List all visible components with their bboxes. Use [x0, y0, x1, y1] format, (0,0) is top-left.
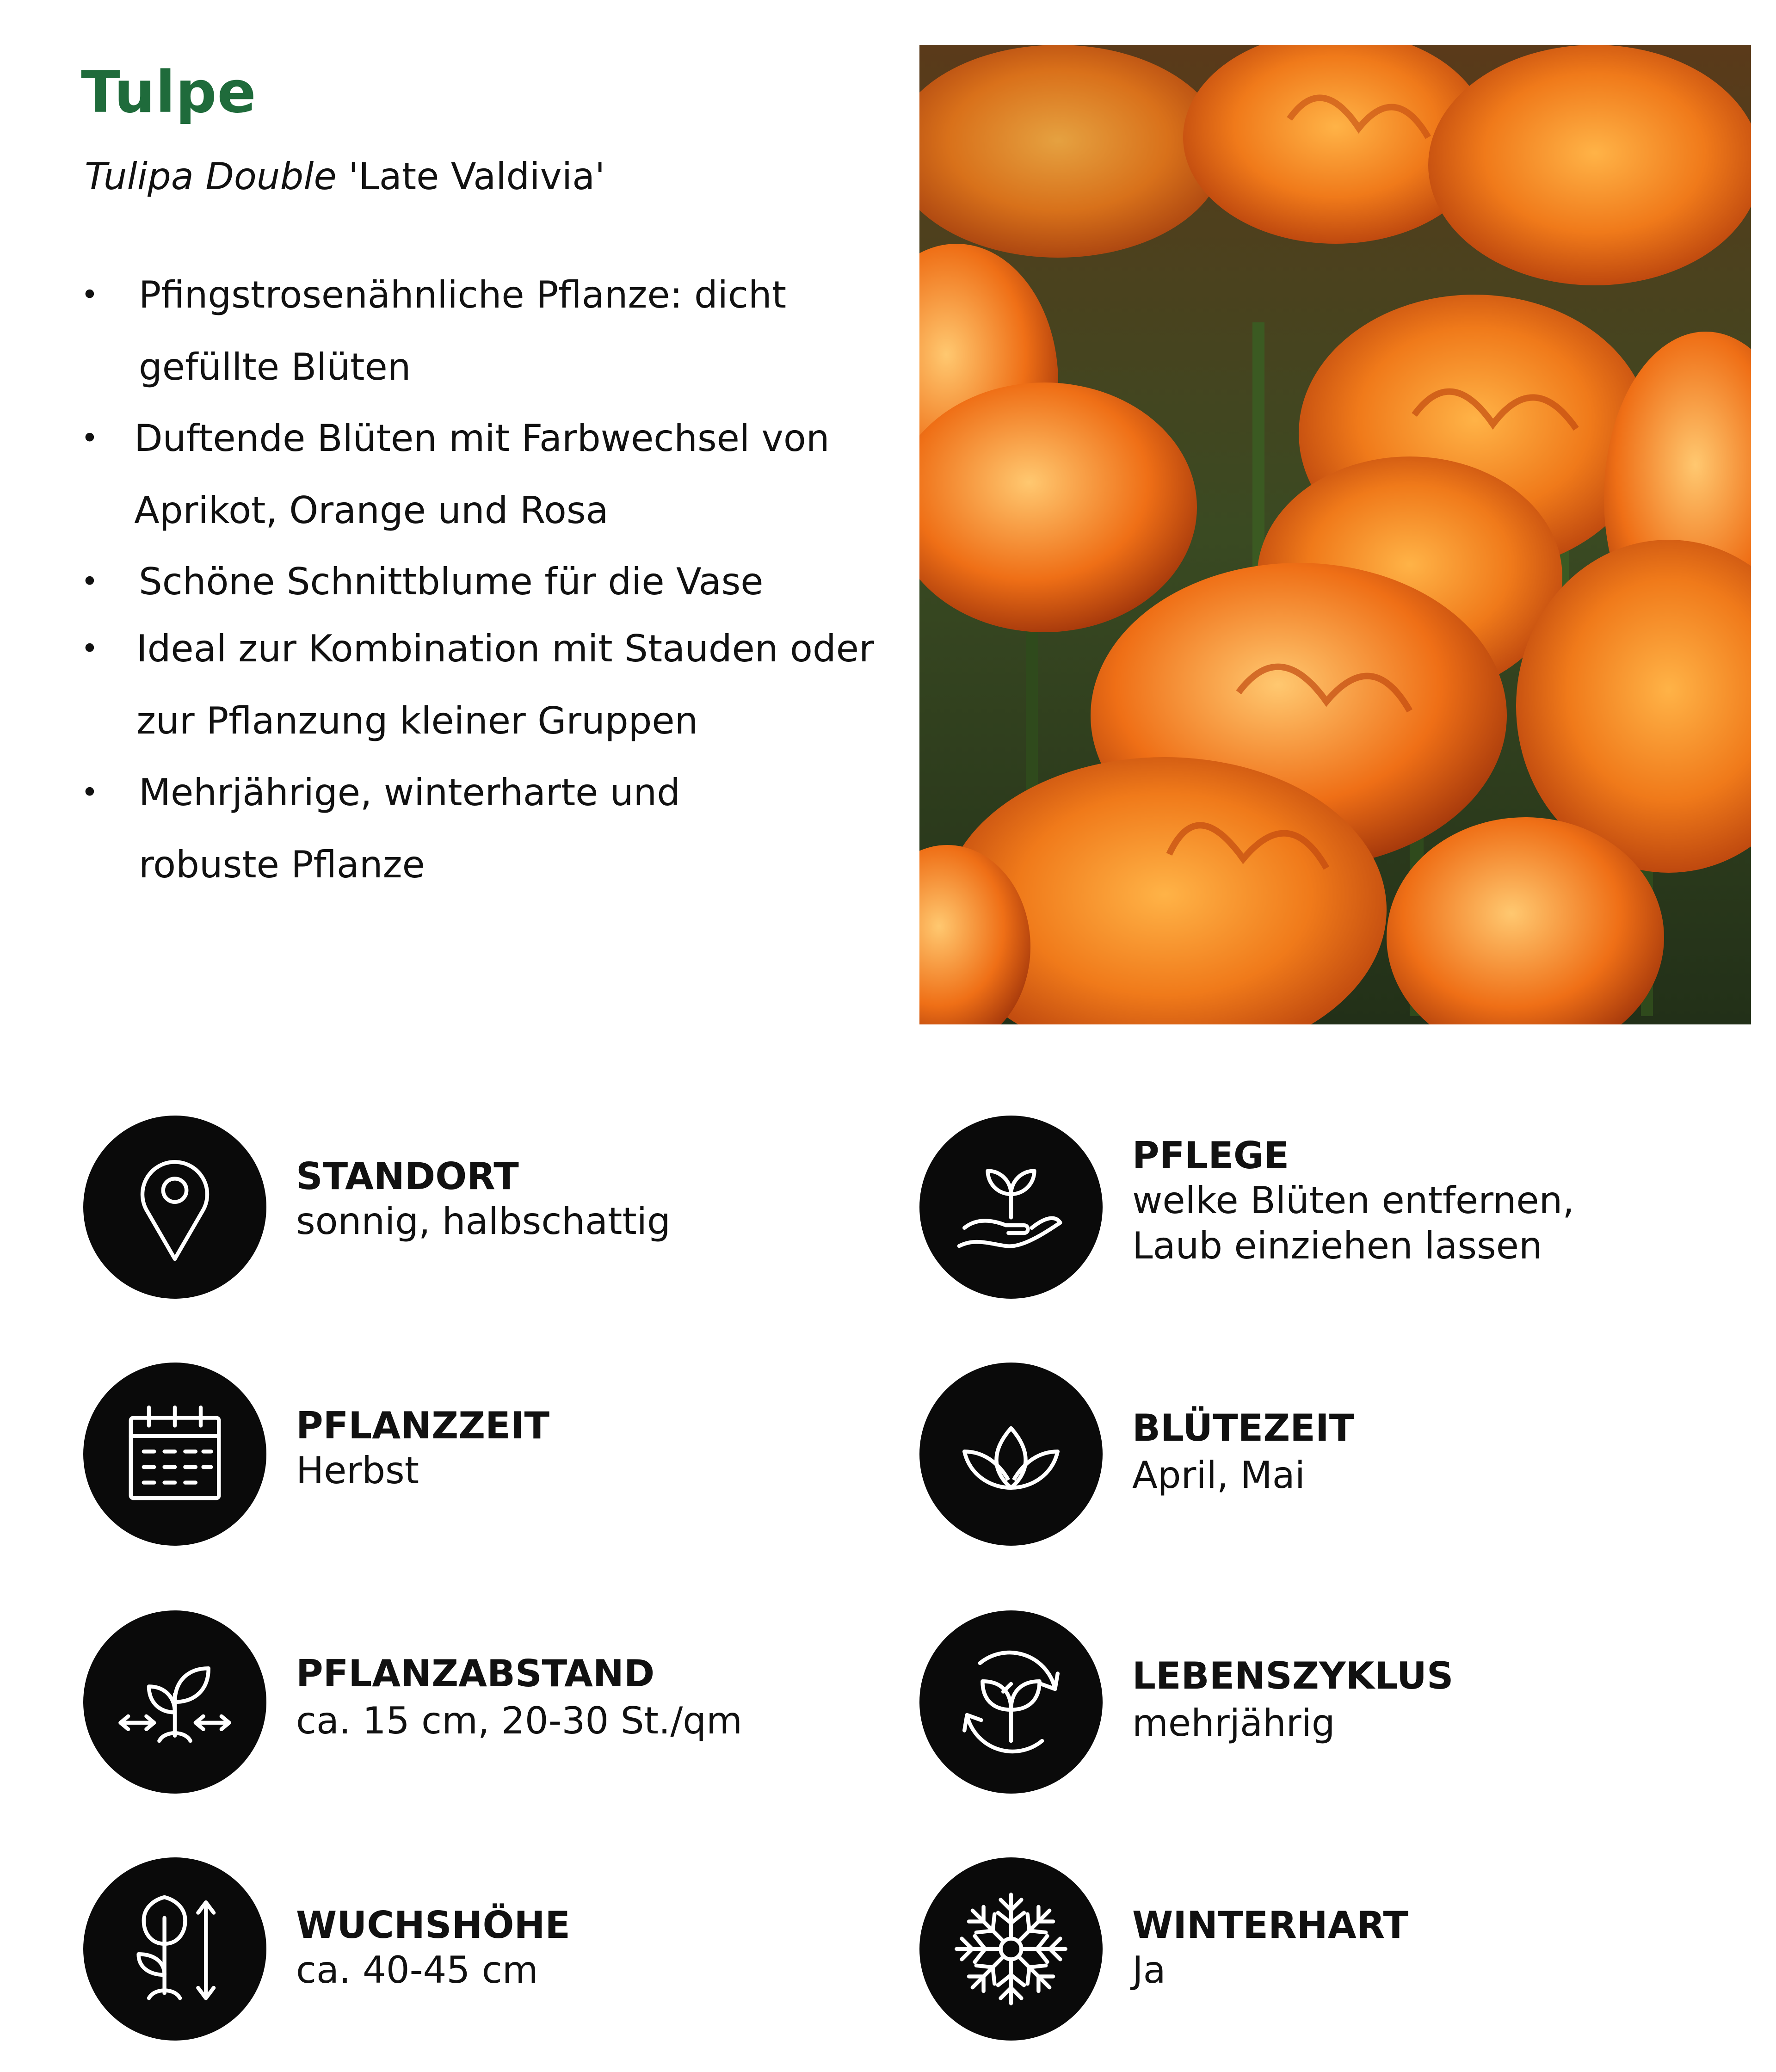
lotus-flower-icon	[919, 1363, 1103, 1546]
feature-value: welke Blüten entfernen,	[1132, 1179, 1574, 1222]
feature-label: PFLEGE	[1132, 1134, 1289, 1177]
page-title: Tulpe	[81, 59, 257, 126]
feature-label: WUCHSHÖHE	[296, 1904, 571, 1947]
tulip-photo	[919, 45, 1751, 1024]
plant-height-icon	[83, 1857, 266, 2041]
feature-value: April, Mai	[1132, 1454, 1305, 1497]
plant-in-hand-icon	[919, 1116, 1103, 1299]
feature-label: PFLANZZEIT	[296, 1404, 550, 1447]
feature-label: WINTERHART	[1132, 1904, 1409, 1947]
feature-label: LEBENSZYKLUS	[1132, 1654, 1454, 1697]
calendar-icon	[83, 1363, 266, 1546]
feature-value: Ja	[1132, 1949, 1166, 1992]
feature-value: ca. 40-45 cm	[296, 1949, 538, 1992]
botanical-name	[85, 155, 605, 198]
latin-name: Tulipa Double	[85, 155, 337, 198]
plant-cycle-icon	[919, 1610, 1103, 1794]
tulip-illustration	[919, 45, 1751, 1024]
feature-label: BLÜTEZEIT	[1132, 1406, 1355, 1449]
feature-value: mehrjährig	[1132, 1702, 1335, 1745]
feature-label: STANDORT	[296, 1155, 519, 1198]
snowflake-icon	[919, 1857, 1103, 2041]
feature-value: ca. 15 cm, 20-30 St./qm	[296, 1699, 742, 1742]
feature-label: PFLANZABSTAND	[296, 1652, 655, 1695]
feature-value: Herbst	[296, 1449, 419, 1492]
feature-value: sonnig, halbschattig	[296, 1200, 671, 1243]
cultivar-name: 'Late Valdivia'	[348, 155, 605, 198]
location-pin-icon	[83, 1116, 266, 1299]
plant-spacing-icon	[83, 1610, 266, 1794]
feature-value-2: Laub einziehen lassen	[1132, 1224, 1542, 1267]
